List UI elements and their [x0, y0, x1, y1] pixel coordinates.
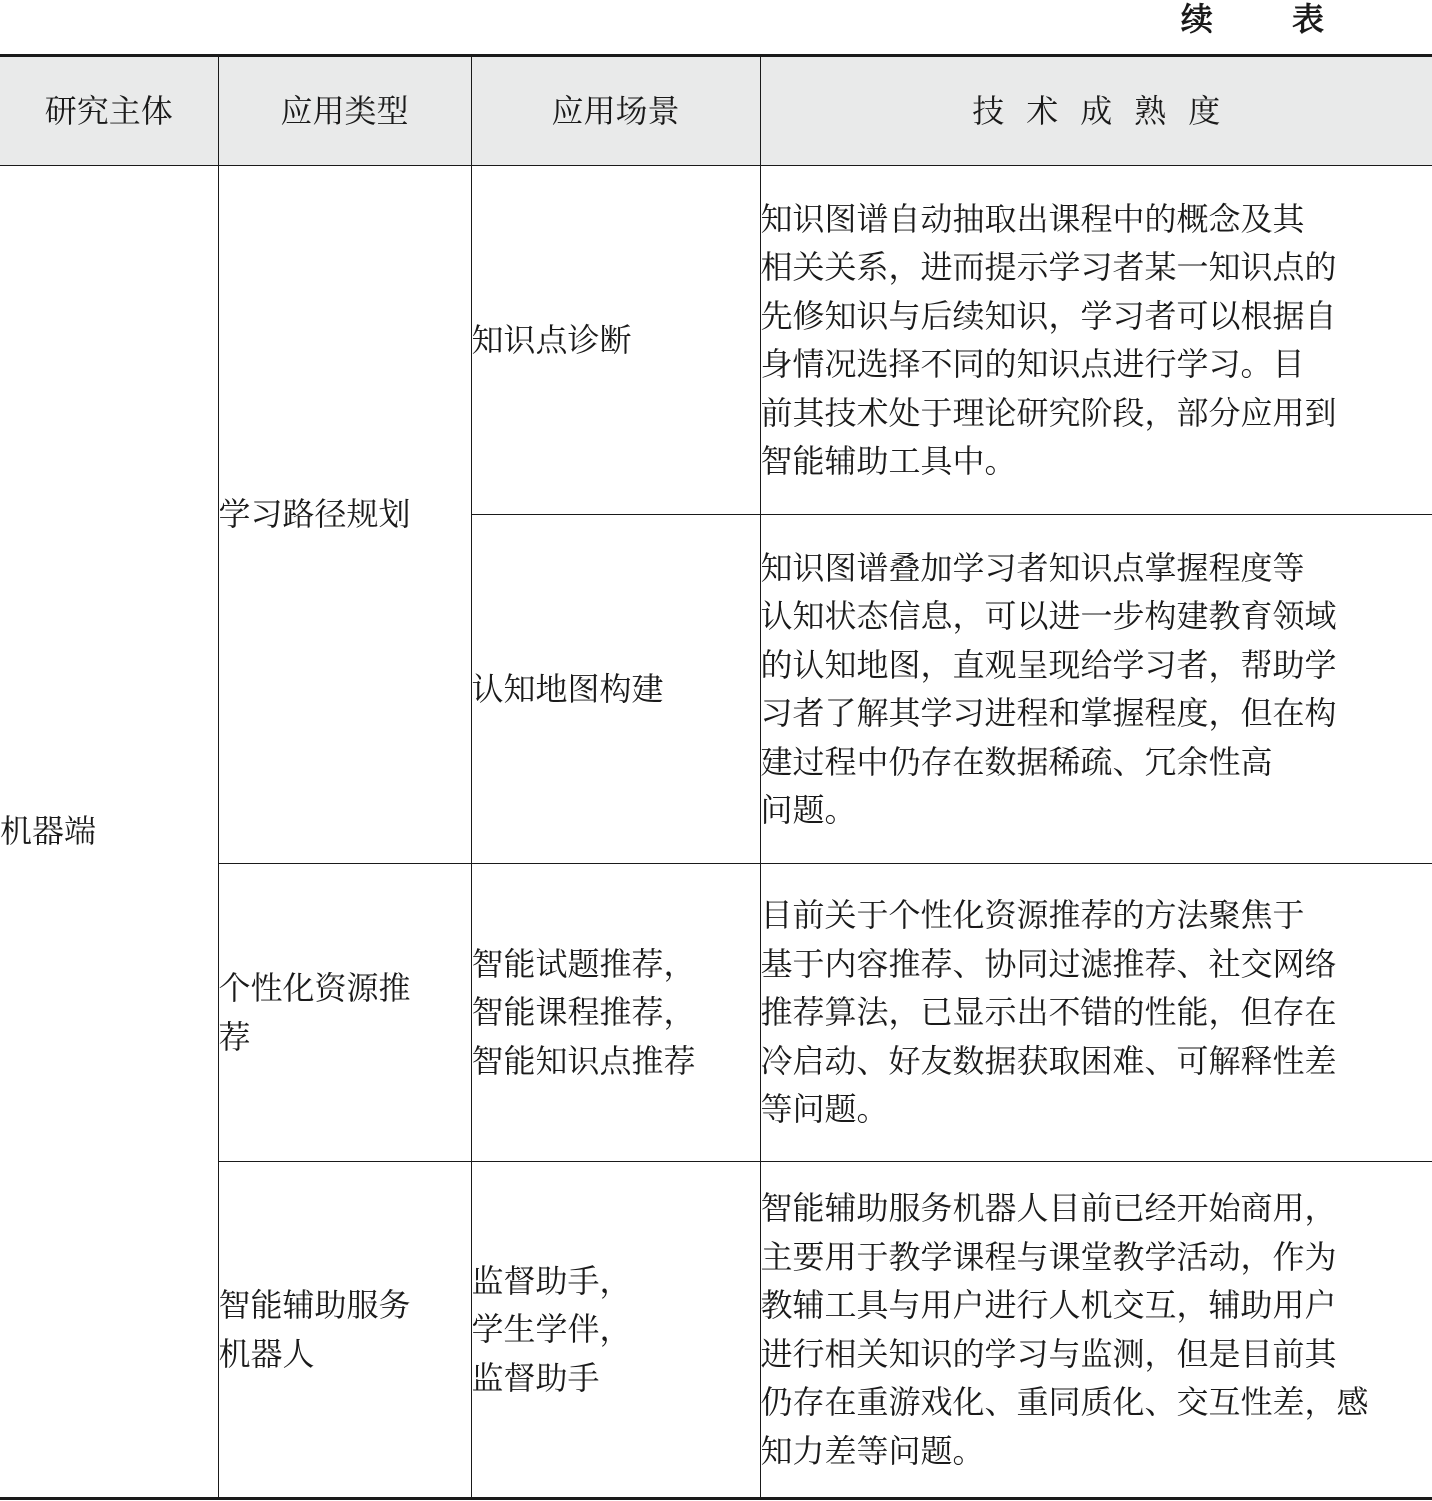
scenario-cell — [471, 515, 760, 864]
maturity-line: 目前关于个性化资源推荐的方法聚焦于 — [760, 896, 1305, 935]
continued-table-label: 续 表 — [1180, 0, 1358, 38]
maturity-cell — [760, 166, 1432, 515]
scenario-text: 监督助手， — [471, 1261, 632, 1300]
maturity-line: 习者了解其学习进程和掌握程度，但在构 — [760, 694, 1337, 732]
header-subject: 研究主体 — [0, 56, 218, 166]
header-app-type: 应用类型 — [218, 56, 471, 166]
maturity-line: 仍存在重游戏化、重同质化、交互性差，感 — [760, 1383, 1369, 1421]
subject-cell — [0, 166, 218, 1499]
scenario-text: 智能试题推荐， — [471, 944, 696, 983]
maturity-line: 的认知地图，直观呈现给学习者，帮助学 — [760, 645, 1337, 684]
app-type-text: 智能辅助服务 — [218, 1286, 411, 1324]
maturity-line: 知识图谱自动抽取出课程中的概念及其 — [760, 199, 1305, 238]
scenario-text: 智能课程推荐， — [471, 993, 696, 1032]
maturity-line: 基于内容推荐、协同过滤推荐、社交网络 — [760, 944, 1337, 983]
scenario-cell — [471, 166, 760, 515]
app-type-text: 机器人 — [218, 1334, 315, 1373]
maturity-line: 身情况选择不同的知识点进行学习。目 — [760, 345, 1305, 383]
scenario-text: 智能知识点推荐 — [471, 1041, 696, 1080]
maturity-line: 问题。 — [760, 791, 857, 829]
header-maturity: 技术成熟度 — [760, 56, 1432, 166]
maturity-line: 教辅工具与用户进行人机交互，辅助用户 — [760, 1286, 1337, 1324]
maturity-line: 建过程中仍存在数据稀疏、冗余性高 — [760, 742, 1273, 781]
table-header — [0, 56, 1432, 166]
maturity-line: 等问题。 — [760, 1090, 889, 1129]
scenario-text: 学生学伴， — [471, 1310, 632, 1349]
header-scenario: 应用场景 — [471, 56, 760, 166]
maturity-line: 主要用于教学课程与课堂教学活动，作为 — [760, 1237, 1337, 1276]
maturity-line: 前其技术处于理论研究阶段，部分应用到 — [760, 393, 1337, 432]
maturity-line: 智能辅助工具中。 — [760, 442, 1017, 480]
maturity-line: 推荐算法，已显示出不错的性能，但存在 — [760, 993, 1337, 1032]
scenario-cell — [471, 864, 760, 1162]
table-row — [0, 166, 1432, 515]
maturity-cell — [760, 1162, 1432, 1499]
app-type-text: 荐 — [218, 1017, 251, 1056]
scenario-cell — [471, 1162, 760, 1499]
maturity-cell — [760, 864, 1432, 1162]
maturity-cell — [760, 515, 1432, 864]
app-type-cell — [218, 864, 471, 1162]
app-type-cell — [218, 1162, 471, 1499]
scenario-text: 监督助手 — [471, 1358, 600, 1397]
app-type-text: 个性化资源推 — [218, 969, 411, 1007]
maturity-line: 进行相关知识的学习与监测，但是目前其 — [760, 1334, 1337, 1373]
maturity-line: 认知状态信息，可以进一步构建教育领域 — [760, 597, 1337, 635]
maturity-line: 智能辅助服务机器人目前已经开始商用， — [760, 1189, 1337, 1227]
app-type-text: 学习路径规划 — [218, 495, 411, 534]
maturity-line: 知识图谱叠加学习者知识点掌握程度等 — [760, 548, 1305, 587]
maturity-line: 先修知识与后续知识，学习者可以根据自 — [760, 296, 1337, 335]
scenario-text: 认知地图构建 — [471, 669, 664, 708]
technology-maturity-table — [0, 54, 1432, 1500]
app-type-cell — [218, 166, 471, 864]
maturity-line: 冷启动、好友数据获取困难、可解释性差 — [760, 1041, 1337, 1080]
scenario-text: 知识点诊断 — [471, 320, 632, 359]
maturity-line: 知力差等问题。 — [760, 1431, 985, 1470]
subject-text: 机器端 — [0, 812, 97, 851]
table-body — [0, 166, 1432, 1499]
maturity-line: 相关关系，进而提示学习者某一知识点的 — [760, 248, 1337, 286]
